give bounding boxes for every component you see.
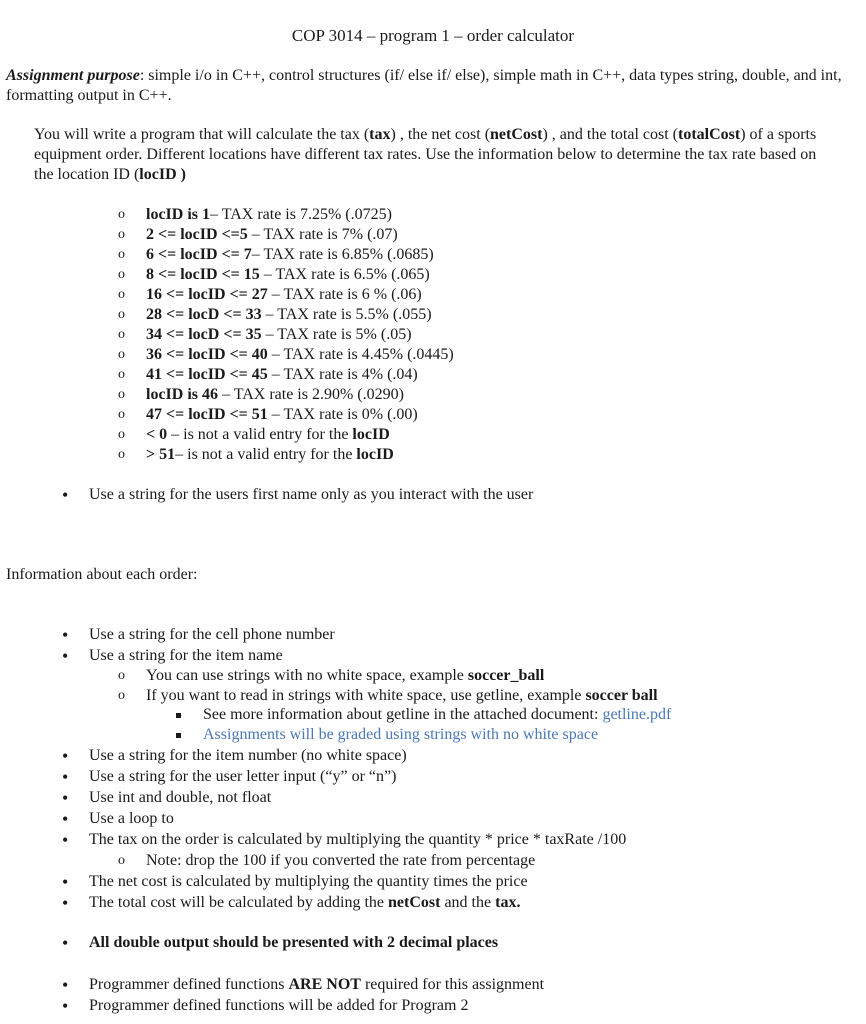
sub-bullet: Note: drop the 100 if you converted the rate from percentage — [146, 852, 536, 869]
order-bullet: Use int and double, not float — [89, 789, 272, 806]
rate-item: 16 <= locID <= 27 – TAX rate is 6 % (.06) — [146, 286, 422, 303]
bullet-square — [176, 733, 181, 738]
order-bullet: The net cost is calculated by multiplying the quantity times the price — [89, 873, 528, 890]
order-bullet: Use a string for the user letter input (“y” or “n”) — [89, 768, 397, 785]
bullet-circle: o — [118, 668, 125, 683]
rate-item: locID is 1– TAX rate is 7.25% (.0725) — [146, 206, 392, 223]
bullet-circle: o — [118, 387, 125, 402]
bullet-dot: • — [62, 975, 69, 995]
bullet-dot: • — [62, 646, 69, 666]
intro-text-2: ) , the net cost ( — [390, 126, 491, 143]
bullet-dot: • — [62, 625, 69, 645]
bullet-circle: o — [118, 347, 125, 362]
order-bullet: Use a string for the cell phone number — [89, 626, 335, 643]
bullet-circle: o — [118, 407, 125, 422]
bullet-dot: • — [62, 872, 69, 892]
rate-item: 6 <= locID <= 7– TAX rate is 6.85% (.0685) — [146, 246, 434, 263]
invalid-item: > 51– is not a valid entry for the locID — [146, 446, 394, 463]
sub-bullet: If you want to read in strings with white space, use getline, example soccer ball — [146, 687, 658, 704]
bullet-dot: • — [62, 788, 69, 808]
bullet-circle: o — [118, 447, 125, 462]
intro-locid: locID ) — [139, 166, 186, 183]
rate-item: 47 <= locID <= 51 – TAX rate is 0% (.00) — [146, 406, 418, 423]
rate-item: 36 <= locID <= 40 – TAX rate is 4.45% (.0445) — [146, 346, 454, 363]
bullet-circle: o — [118, 853, 125, 868]
purpose-text: : simple i/o in C++, control structures (if/ else if/ else), simple math in C++, data types string, double, and int, formatting output in C++. — [6, 67, 842, 104]
order-bullet: Programmer defined functions will be added for Program 2 — [89, 997, 469, 1014]
bullet-circle: o — [118, 307, 125, 322]
section-heading: Information about each order: — [6, 566, 198, 583]
bullet-square — [176, 713, 181, 718]
intro-paragraph — [34, 125, 834, 185]
rate-item: 28 <= locD <= 33 – TAX rate is 5.5% (.055) — [146, 306, 432, 323]
order-bullet: All double output should be presented with 2 decimal places — [89, 934, 499, 951]
purpose-label: Assignment purpose — [6, 67, 140, 84]
bullet-circle: o — [118, 367, 125, 382]
rate-item: 8 <= locID <= 15 – TAX rate is 6.5% (.065) — [146, 266, 430, 283]
getline-pdf-link[interactable]: getline.pdf — [602, 706, 672, 723]
assignment-purpose — [6, 66, 856, 106]
intro-text-4: ) of a sports equipment order. Different locations have different tax rates. Use the information below to determine the tax rate based on the location ID ( — [34, 126, 817, 183]
order-bullet: Use a string for the item number (no white space) — [89, 747, 407, 764]
bullet-dot: • — [62, 767, 69, 787]
invalid-item: < 0 – is not a valid entry for the locID — [146, 426, 390, 443]
bullet-circle: o — [118, 207, 125, 222]
bullet-circle: o — [118, 267, 125, 282]
order-bullet: Use a loop to — [89, 810, 174, 827]
order-bullet: Programmer defined functions ARE NOT required for this assignment — [89, 976, 545, 993]
sub-sub-bullet: See more information about getline in the attached document: getline.pdf — [203, 706, 672, 723]
bullet-dot: • — [62, 830, 69, 850]
order-bullet: The tax on the order is calculated by multiplying the quantity * price * taxRate /100 — [89, 831, 627, 848]
rate-item: 2 <= locID <=5 – TAX rate is 7% (.07) — [146, 226, 398, 243]
bullet-circle: o — [118, 287, 125, 302]
bullet-dot: • — [62, 746, 69, 766]
intro-text-1: You will write a program that will calculate the tax ( — [34, 126, 370, 143]
bullet-circle: o — [118, 247, 125, 262]
sub-bullet: You can use strings with no white space, example soccer_ball — [146, 667, 545, 684]
bullet-circle: o — [118, 427, 125, 442]
intro-netcost: netCost — [490, 126, 543, 143]
rate-item: 41 <= locID <= 45 – TAX rate is 4% (.04) — [146, 366, 418, 383]
bullet-dot: • — [62, 485, 69, 505]
bullet-dot: • — [62, 933, 69, 953]
intro-tax: tax — [369, 126, 391, 143]
intro-totalcost: totalCost — [677, 126, 741, 143]
bullet-dot: • — [62, 893, 69, 913]
order-bullet: The total cost will be calculated by adding the netCost and the tax. — [89, 894, 521, 911]
bullet-dot: • — [62, 996, 69, 1016]
page-title: COP 3014 – program 1 – order calculator — [291, 26, 575, 45]
bullet-circle: o — [118, 327, 125, 342]
bullet-circle: o — [118, 227, 125, 242]
intro-text-3: ) , and the total cost ( — [542, 126, 678, 143]
first-name-bullet: Use a string for the users first name only as you interact with the user — [89, 486, 534, 503]
rate-item: locID is 46 – TAX rate is 2.90% (.0290) — [146, 386, 404, 403]
bullet-dot: • — [62, 809, 69, 829]
sub-sub-bullet: Assignments will be graded using strings with no white space — [203, 726, 599, 743]
order-bullet: Use a string for the item name — [89, 647, 283, 664]
bullet-circle: o — [118, 688, 125, 703]
rate-item: 34 <= locD <= 35 – TAX rate is 5% (.05) — [146, 326, 412, 343]
